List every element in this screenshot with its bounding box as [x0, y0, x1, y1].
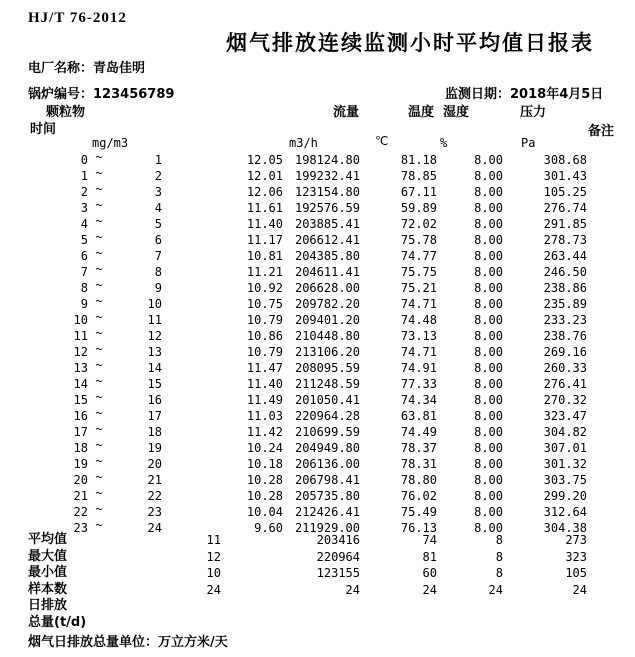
unit-flow: m3/h: [289, 136, 318, 150]
cell-pressure: 269.16: [543, 345, 587, 359]
cell-pressure: 105: [565, 566, 587, 580]
cell-flow: 206612.41: [294, 233, 360, 247]
cell-hour-start: 5: [80, 233, 88, 247]
cell-hour-start: 1: [80, 169, 88, 183]
cell-temperature: 81.18: [400, 153, 437, 167]
cell-particulate: 10.79: [246, 345, 283, 359]
cell-temperature: 75.21: [400, 281, 437, 295]
boiler-no-label: 锅炉编号：: [28, 87, 94, 102]
cell-particulate: 10.24: [246, 441, 283, 455]
cell-particulate: 10.92: [246, 281, 283, 295]
unit-temperature: ℃: [375, 134, 389, 148]
cell-hour-start: 2: [80, 185, 88, 199]
cell-hour-start: 16: [73, 409, 88, 423]
cell-pressure: 307.01: [543, 441, 587, 455]
cell-humidity: 8.00: [474, 473, 503, 487]
cell-temperature: 74.71: [400, 345, 437, 359]
tilde-separator: ~: [95, 406, 103, 420]
cell-flow: 208095.59: [294, 361, 360, 375]
tilde-separator: ~: [95, 198, 103, 212]
tilde-separator: ~: [95, 502, 103, 516]
cell-pressure: 273: [565, 533, 587, 547]
tilde-separator: ~: [95, 438, 103, 452]
cell-temperature: 78.80: [400, 473, 437, 487]
cell-flow: 209401.20: [294, 313, 360, 327]
tilde-separator: ~: [95, 230, 103, 244]
cell-pressure: 323.47: [543, 409, 587, 423]
cell-temperature: 74.49: [400, 425, 437, 439]
summary-label: 总量(t/d): [28, 615, 87, 630]
cell-pressure: 312.64: [543, 505, 587, 519]
cell-flow: 213106.20: [294, 345, 360, 359]
cell-hour-start: 20: [73, 473, 88, 487]
cell-humidity: 8.00: [474, 457, 503, 471]
cell-flow: 205735.80: [294, 489, 360, 503]
cell-pressure: 238.86: [543, 281, 587, 295]
cell-humidity: 8.00: [474, 217, 503, 231]
cell-humidity: 8.00: [474, 249, 503, 263]
cell-particulate: 11.49: [246, 393, 283, 407]
cell-pressure: 276.74: [543, 201, 587, 215]
cell-temperature: 74.91: [400, 361, 437, 375]
cell-humidity: 8.00: [474, 185, 503, 199]
cell-humidity: 8.00: [474, 313, 503, 327]
cell-hour-end: 13: [147, 345, 162, 359]
cell-temperature: 78.31: [400, 457, 437, 471]
cell-flow: 204611.41: [294, 265, 360, 279]
cell-hour-end: 1: [154, 153, 162, 167]
cell-flow: 24: [345, 583, 360, 597]
cell-hour-start: 7: [80, 265, 88, 279]
tilde-separator: ~: [95, 182, 103, 196]
summary-label: 最小值: [28, 565, 68, 580]
cell-temperature: 74.71: [400, 297, 437, 311]
tilde-separator: ~: [95, 390, 103, 404]
cell-particulate: 10: [206, 566, 221, 580]
cell-hour-end: 22: [147, 489, 162, 503]
cell-flow: 201050.41: [294, 393, 360, 407]
cell-temperature: 77.33: [400, 377, 437, 391]
page-title: 烟气排放连续监测小时平均值日报表: [226, 31, 594, 55]
cell-humidity: 8.00: [474, 521, 503, 535]
cell-hour-end: 3: [154, 185, 162, 199]
cell-hour-end: 19: [147, 441, 162, 455]
cell-temperature: 74: [422, 533, 437, 547]
plant-name-label: 电厂名称：: [28, 61, 94, 76]
unit-particulate: mg/m3: [92, 136, 129, 150]
cell-hour-end: 10: [147, 297, 162, 311]
cell-humidity: 8.00: [474, 297, 503, 311]
tilde-separator: ~: [95, 358, 103, 372]
cell-hour-start: 3: [80, 201, 88, 215]
cell-hour-end: 11: [147, 313, 162, 327]
cell-hour-start: 8: [80, 281, 88, 295]
cell-particulate: 12.06: [246, 185, 283, 199]
cell-particulate: 12.05: [246, 153, 283, 167]
cell-temperature: 74.77: [400, 249, 437, 263]
column-header-remark: 备注: [588, 124, 615, 139]
cell-pressure: 301.32: [543, 457, 587, 471]
cell-flow: 204949.80: [294, 441, 360, 455]
cell-pressure: 299.20: [543, 489, 587, 503]
boiler-no-line: [28, 83, 174, 102]
cell-pressure: 278.73: [543, 233, 587, 247]
summary-row: [0, 616, 635, 632]
cell-temperature: 75.75: [400, 265, 437, 279]
cell-hour-end: 4: [154, 201, 162, 215]
unit-pressure: Pa: [521, 136, 536, 150]
cell-temperature: 78.85: [400, 169, 437, 183]
cell-temperature: 74.48: [400, 313, 437, 327]
cell-particulate: 11.61: [246, 201, 283, 215]
cell-humidity: 8.00: [474, 153, 503, 167]
cell-pressure: 276.41: [543, 377, 587, 391]
cell-flow: 210699.59: [294, 425, 360, 439]
cell-particulate: 11.47: [246, 361, 283, 375]
cell-pressure: 291.85: [543, 217, 587, 231]
tilde-separator: ~: [95, 374, 103, 388]
tilde-separator: ~: [95, 166, 103, 180]
cell-humidity: 8.00: [474, 489, 503, 503]
tilde-separator: ~: [95, 262, 103, 276]
summary-row: [0, 599, 635, 615]
cell-pressure: 301.43: [543, 169, 587, 183]
cell-temperature: 81: [422, 550, 437, 564]
cell-particulate: 10.86: [246, 329, 283, 343]
cell-particulate: 10.04: [246, 505, 283, 519]
boiler-no-value: 123456789: [93, 87, 175, 102]
cell-temperature: 74.34: [400, 393, 437, 407]
plant-name-line: [28, 57, 145, 76]
column-header-particulate: 颗粒物: [46, 105, 86, 120]
cell-pressure: 260.33: [543, 361, 587, 375]
tilde-separator: ~: [95, 454, 103, 468]
cell-temperature: 76.13: [400, 521, 437, 535]
cell-hour-end: 8: [154, 265, 162, 279]
tilde-separator: ~: [95, 422, 103, 436]
cell-humidity: 8: [495, 550, 503, 564]
column-header-flow: 流量: [333, 105, 360, 120]
cell-pressure: 270.32: [543, 393, 587, 407]
cell-humidity: 8: [495, 533, 503, 547]
cell-temperature: 60: [422, 566, 437, 580]
column-header-time: 时间: [30, 122, 57, 137]
tilde-separator: ~: [95, 278, 103, 292]
column-header-temperature: 温度: [408, 105, 435, 120]
cell-humidity: 8.00: [474, 441, 503, 455]
column-header-humidity: 湿度: [443, 105, 470, 120]
cell-temperature: 75.78: [400, 233, 437, 247]
cell-particulate: 12.01: [246, 169, 283, 183]
cell-humidity: 8.00: [474, 201, 503, 215]
cell-particulate: 11.40: [246, 217, 283, 231]
cell-pressure: 238.76: [543, 329, 587, 343]
cell-temperature: 76.02: [400, 489, 437, 503]
cell-hour-start: 21: [73, 489, 88, 503]
cell-temperature: 24: [422, 583, 437, 597]
cell-flow: 203416: [316, 533, 360, 547]
cell-hour-start: 0: [80, 153, 88, 167]
cell-humidity: 8.00: [474, 505, 503, 519]
cell-hour-start: 23: [73, 521, 88, 535]
cell-flow: 211929.00: [294, 521, 360, 535]
cell-flow: 209782.20: [294, 297, 360, 311]
tilde-separator: ~: [95, 342, 103, 356]
cell-hour-end: 16: [147, 393, 162, 407]
cell-hour-start: 10: [73, 313, 88, 327]
cell-pressure: 308.68: [543, 153, 587, 167]
summary-label: 样本数: [28, 582, 68, 597]
summary-label: 最大值: [28, 549, 68, 564]
cell-humidity: 8.00: [474, 393, 503, 407]
cell-flow: 123155: [316, 566, 360, 580]
cell-hour-end: 18: [147, 425, 162, 439]
tilde-separator: ~: [95, 310, 103, 324]
tilde-separator: ~: [95, 486, 103, 500]
cell-hour-end: 21: [147, 473, 162, 487]
cell-hour-start: 18: [73, 441, 88, 455]
cell-humidity: 8.00: [474, 329, 503, 343]
cell-flow: 212426.41: [294, 505, 360, 519]
cell-hour-end: 9: [154, 281, 162, 295]
monitor-date-label: 监测日期：: [445, 87, 511, 102]
summary-row: [0, 583, 635, 599]
tilde-separator: ~: [95, 470, 103, 484]
plant-name-value: 青岛佳明: [93, 61, 146, 76]
cell-particulate: 11.21: [246, 265, 283, 279]
cell-hour-start: 19: [73, 457, 88, 471]
cell-flow: 220964: [316, 550, 360, 564]
cell-hour-end: 14: [147, 361, 162, 375]
cell-hour-start: 22: [73, 505, 88, 519]
cell-particulate: 10.18: [246, 457, 283, 471]
cell-pressure: 246.50: [543, 265, 587, 279]
cell-hour-start: 15: [73, 393, 88, 407]
cell-hour-end: 23: [147, 505, 162, 519]
cell-humidity: 8.00: [474, 361, 503, 375]
cell-hour-start: 11: [73, 329, 88, 343]
cell-flow: 199232.41: [294, 169, 360, 183]
cell-hour-start: 14: [73, 377, 88, 391]
tilde-separator: ~: [95, 326, 103, 340]
cell-flow: 203885.41: [294, 217, 360, 231]
cell-particulate: 11.17: [246, 233, 283, 247]
cell-humidity: 24: [488, 583, 503, 597]
cell-flow: 211248.59: [294, 377, 360, 391]
cell-particulate: 11.42: [246, 425, 283, 439]
cell-temperature: 75.49: [400, 505, 437, 519]
summary-row: [0, 533, 635, 549]
cell-flow: 198124.80: [294, 153, 360, 167]
tilde-separator: ~: [95, 294, 103, 308]
summary-row: [0, 566, 635, 582]
cell-humidity: 8.00: [474, 377, 503, 391]
cell-hour-start: 4: [80, 217, 88, 231]
cell-temperature: 67.11: [400, 185, 437, 199]
cell-flow: 220964.28: [294, 409, 360, 423]
cell-flow: 192576.59: [294, 201, 360, 215]
tilde-separator: ~: [95, 214, 103, 228]
standard-code: HJ/T 76-2012: [28, 10, 127, 26]
cell-particulate: 11.40: [246, 377, 283, 391]
cell-flow: 204385.80: [294, 249, 360, 263]
cell-hour-end: 20: [147, 457, 162, 471]
column-header-pressure: 压力: [520, 105, 547, 120]
cell-flow: 206136.00: [294, 457, 360, 471]
cell-hour-end: 24: [147, 521, 162, 535]
cell-flow: 206798.41: [294, 473, 360, 487]
cell-particulate: 11: [206, 533, 221, 547]
cell-hour-start: 17: [73, 425, 88, 439]
cell-flow: 206628.00: [294, 281, 360, 295]
cell-humidity: 8: [495, 566, 503, 580]
cell-particulate: 10.81: [246, 249, 283, 263]
monitor-date-line: [445, 83, 603, 102]
cell-pressure: 304.82: [543, 425, 587, 439]
cell-hour-end: 17: [147, 409, 162, 423]
summary-label: 平均值: [28, 532, 68, 547]
cell-hour-end: 2: [154, 169, 162, 183]
cell-humidity: 8.00: [474, 233, 503, 247]
cell-humidity: 8.00: [474, 281, 503, 295]
cell-hour-end: 5: [154, 217, 162, 231]
cell-flow: 210448.80: [294, 329, 360, 343]
cell-pressure: 24: [572, 583, 587, 597]
cell-particulate: 10.79: [246, 313, 283, 327]
cell-particulate: 12: [206, 550, 221, 564]
cell-humidity: 8.00: [474, 345, 503, 359]
summary-row: [0, 550, 635, 566]
cell-temperature: 73.13: [400, 329, 437, 343]
cell-particulate: 10.75: [246, 297, 283, 311]
cell-hour-end: 15: [147, 377, 162, 391]
cell-pressure: 263.44: [543, 249, 587, 263]
cell-hour-start: 12: [73, 345, 88, 359]
cell-hour-end: 7: [154, 249, 162, 263]
cell-pressure: 105.25: [543, 185, 587, 199]
cell-pressure: 323: [565, 550, 587, 564]
monitor-date-value: 2018年4月5日: [510, 87, 604, 102]
cell-pressure: 233.23: [543, 313, 587, 327]
cell-hour-start: 6: [80, 249, 88, 263]
cell-flow: 123154.80: [294, 185, 360, 199]
unit-humidity: %: [440, 136, 448, 150]
cell-hour-end: 6: [154, 233, 162, 247]
cell-pressure: 235.89: [543, 297, 587, 311]
cell-humidity: 8.00: [474, 265, 503, 279]
cell-temperature: 59.89: [400, 201, 437, 215]
cell-particulate: 9.60: [254, 521, 283, 535]
cell-particulate: 24: [206, 583, 221, 597]
footnote: 烟气日排放总量单位：万立方米/天: [28, 635, 228, 650]
cell-humidity: 8.00: [474, 409, 503, 423]
tilde-separator: ~: [95, 150, 103, 164]
cell-pressure: 304.38: [543, 521, 587, 535]
cell-humidity: 8.00: [474, 169, 503, 183]
cell-hour-end: 12: [147, 329, 162, 343]
cell-humidity: 8.00: [474, 425, 503, 439]
cell-temperature: 72.02: [400, 217, 437, 231]
cell-particulate: 10.28: [246, 473, 283, 487]
cell-temperature: 63.81: [400, 409, 437, 423]
cell-temperature: 78.37: [400, 441, 437, 455]
summary-label: 日排放: [28, 598, 68, 613]
cell-particulate: 10.28: [246, 489, 283, 503]
tilde-separator: ~: [95, 518, 103, 532]
cell-hour-start: 9: [80, 297, 88, 311]
tilde-separator: ~: [95, 246, 103, 260]
cell-particulate: 11.03: [246, 409, 283, 423]
cell-pressure: 303.75: [543, 473, 587, 487]
cell-hour-start: 13: [73, 361, 88, 375]
